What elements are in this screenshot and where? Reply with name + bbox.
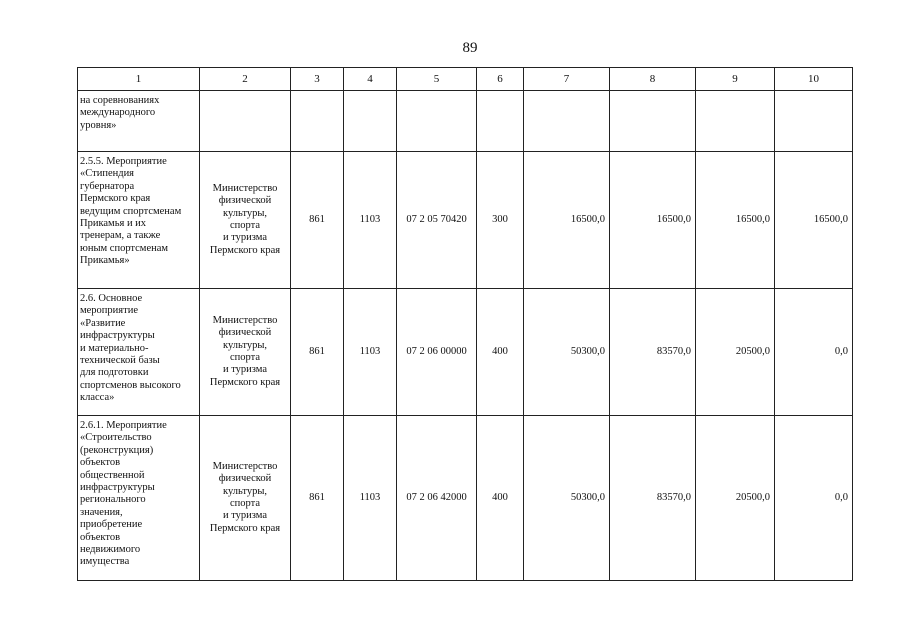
cell-col5 — [397, 91, 477, 152]
cell-col3: 861 — [291, 416, 344, 581]
page-number: 89 — [462, 40, 478, 56]
table-header — [78, 68, 853, 91]
cell-col5: 07 2 06 00000 — [397, 289, 477, 416]
header-cell-6: 6 — [477, 68, 524, 91]
header-cell-1: 1 — [78, 68, 200, 91]
executor-cell — [200, 91, 291, 152]
table-row — [78, 289, 853, 416]
measure-name-cell: 2.6. Основное мероприятие «Развитие инфраструктуры и материально- технической базы для подготовки спортсменов высокого класса» — [78, 289, 200, 416]
measure-name-cell: на соревнованиях международного уровня» — [78, 91, 200, 152]
executor-cell: Министерство физической культуры, спорта и туризма Пермского края — [200, 152, 291, 289]
header-cell-8: 8 — [610, 68, 696, 91]
table-row — [78, 91, 853, 152]
cell-col4 — [344, 91, 397, 152]
header-row — [78, 68, 853, 91]
executor-cell: Министерство физической культуры, спорта и туризма Пермского края — [200, 289, 291, 416]
cell-col3: 861 — [291, 289, 344, 416]
header-cell-4: 4 — [344, 68, 397, 91]
measure-name-cell: 2.6.1. Мероприятие «Строительство (реконструкция) объектов общественной инфраструктуры регионального значения, приобретение объектов недвижимого имущества — [78, 416, 200, 581]
budget-table — [77, 67, 853, 581]
header-cell-2: 2 — [200, 68, 291, 91]
cell-col8: 83570,0 — [610, 416, 696, 581]
table-row — [78, 416, 853, 581]
cell-col6 — [477, 91, 524, 152]
header-cell-3: 3 — [291, 68, 344, 91]
header-cell-10: 10 — [775, 68, 853, 91]
cell-col9: 16500,0 — [696, 152, 775, 289]
table-row — [78, 152, 853, 289]
cell-col4: 1103 — [344, 152, 397, 289]
cell-col3: 861 — [291, 152, 344, 289]
cell-col3 — [291, 91, 344, 152]
cell-col10 — [775, 91, 853, 152]
cell-col10: 0,0 — [775, 289, 853, 416]
cell-col10: 0,0 — [775, 416, 853, 581]
cell-col6: 400 — [477, 416, 524, 581]
header-cell-7: 7 — [524, 68, 610, 91]
cell-col8: 16500,0 — [610, 152, 696, 289]
cell-col10: 16500,0 — [775, 152, 853, 289]
cell-col4: 1103 — [344, 289, 397, 416]
cell-col6: 400 — [477, 289, 524, 416]
cell-col8: 83570,0 — [610, 289, 696, 416]
cell-col7: 50300,0 — [524, 289, 610, 416]
cell-col4: 1103 — [344, 416, 397, 581]
cell-col7: 16500,0 — [524, 152, 610, 289]
cell-col7 — [524, 91, 610, 152]
cell-col9: 20500,0 — [696, 289, 775, 416]
measure-name-cell: 2.5.5. Мероприятие «Стипендия губернатора Пермского края ведущим спортсменам Прикамья и их тренерам, а также юным спортсменам Прикамья» — [78, 152, 200, 289]
cell-col7: 50300,0 — [524, 416, 610, 581]
executor-cell: Министерство физической культуры, спорта и туризма Пермского края — [200, 416, 291, 581]
cell-col8 — [610, 91, 696, 152]
cell-col9: 20500,0 — [696, 416, 775, 581]
header-cell-5: 5 — [397, 68, 477, 91]
cell-col6: 300 — [477, 152, 524, 289]
cell-col5: 07 2 05 70420 — [397, 152, 477, 289]
cell-col5: 07 2 06 42000 — [397, 416, 477, 581]
header-cell-9: 9 — [696, 68, 775, 91]
cell-col9 — [696, 91, 775, 152]
